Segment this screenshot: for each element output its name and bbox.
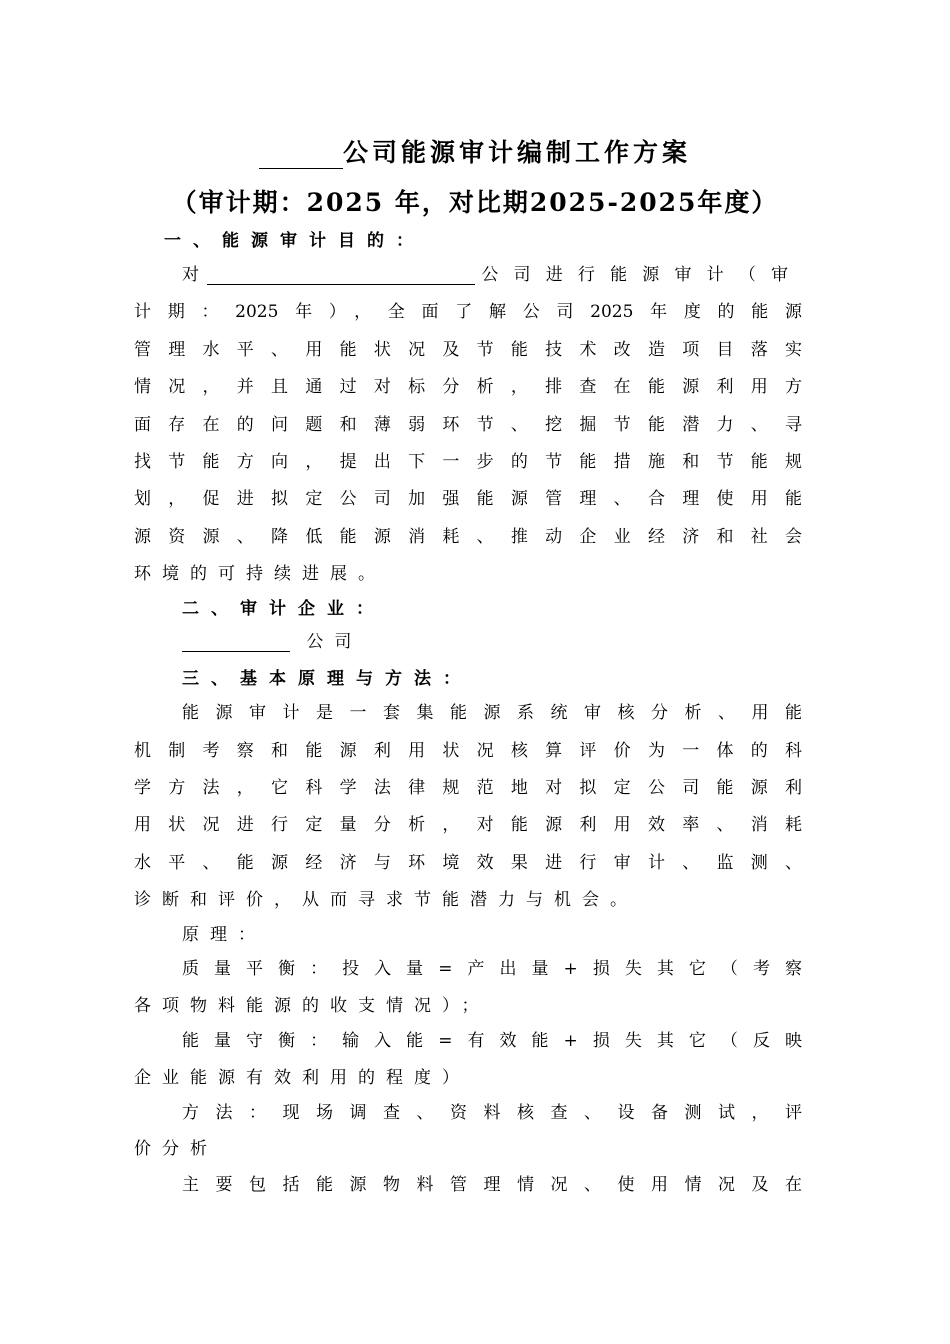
section3-line-3: 用状况进行定量分析，对能源利用效率、消耗 <box>134 815 802 835</box>
section3-line-1: 机制考察和能源利用状况核算评价为一体的科 <box>134 741 802 761</box>
section-heading-2: 二、审计企业： <box>182 599 385 619</box>
section1-line-0 <box>182 260 802 285</box>
document-subtitle: （审计期：2025 年，对比期2025-2025年度） <box>171 188 779 217</box>
section1-line-7: 源资源、降低能源消耗、推动企业经济和社会 <box>134 527 802 547</box>
section-heading-3: 三、基本原理与方法： <box>182 669 472 689</box>
section3-line-2: 学方法，它科学法律规范地对拟定公司能源利 <box>134 778 802 798</box>
section3-line-11: 方法：现场调查、资料核查、设备测试，评 <box>182 1103 802 1123</box>
title-text: 公司能源审计编制工作方案 <box>342 138 691 167</box>
section-heading-1: 一、能源审计目的： <box>164 231 425 251</box>
section1-line-1: 计期：2025年），全面了解公司2025年度的能源 <box>134 302 802 322</box>
section1-first-prefix: 对 <box>182 265 201 285</box>
audit-company-blank <box>207 266 475 285</box>
section2-company-suffix: 公司 <box>306 632 363 652</box>
section1-line-4: 面存在的问题和薄弱环节、挖掘节能潜力、寻 <box>134 415 802 435</box>
section3-line-8: 各项物料能源的收支情况）； <box>134 996 490 1016</box>
section1-first-suffix: 公司进行能源审计（审 <box>481 265 802 285</box>
section1-line-6: 划，促进拟定公司加强能源管理、合理使用能 <box>134 489 802 509</box>
section3-line-4: 水平、能源经济与环境效果进行审计、监测、 <box>134 853 802 873</box>
section3-line-7: 质量平衡：投入量=产出量+损失其它（考察 <box>182 959 802 979</box>
section1-line-5: 找节能方向，提出下一步的节能措施和节能规 <box>134 452 802 472</box>
section2-company-line <box>182 627 802 652</box>
document-title <box>0 133 950 169</box>
section3-line-0: 能源审计是一套集能源系统审核分析、用能 <box>182 703 802 723</box>
section1-line-8: 环境的可持续进展。 <box>134 564 386 584</box>
section3-line-5: 诊断和评价，从而寻求节能潜力与机会。 <box>134 890 638 910</box>
section1-line-2: 管理水平、用能状况及节能技术改造项目落实 <box>134 340 802 360</box>
enterprise-name-blank <box>182 633 290 652</box>
section3-line-9: 能量守衡：输入能=有效能+损失其它（反映 <box>182 1031 802 1051</box>
section1-line-3: 情况，并且通过对标分析，排查在能源利用方 <box>134 377 802 397</box>
section3-line-13: 主要包括能源物料管理情况、使用情况及在 <box>182 1175 802 1195</box>
company-name-blank <box>259 142 343 169</box>
section3-line-10: 企业能源有效利用的程度） <box>134 1068 470 1088</box>
section3-line-12: 价分析 <box>134 1139 218 1159</box>
section3-line-6: 原理： <box>182 925 266 945</box>
